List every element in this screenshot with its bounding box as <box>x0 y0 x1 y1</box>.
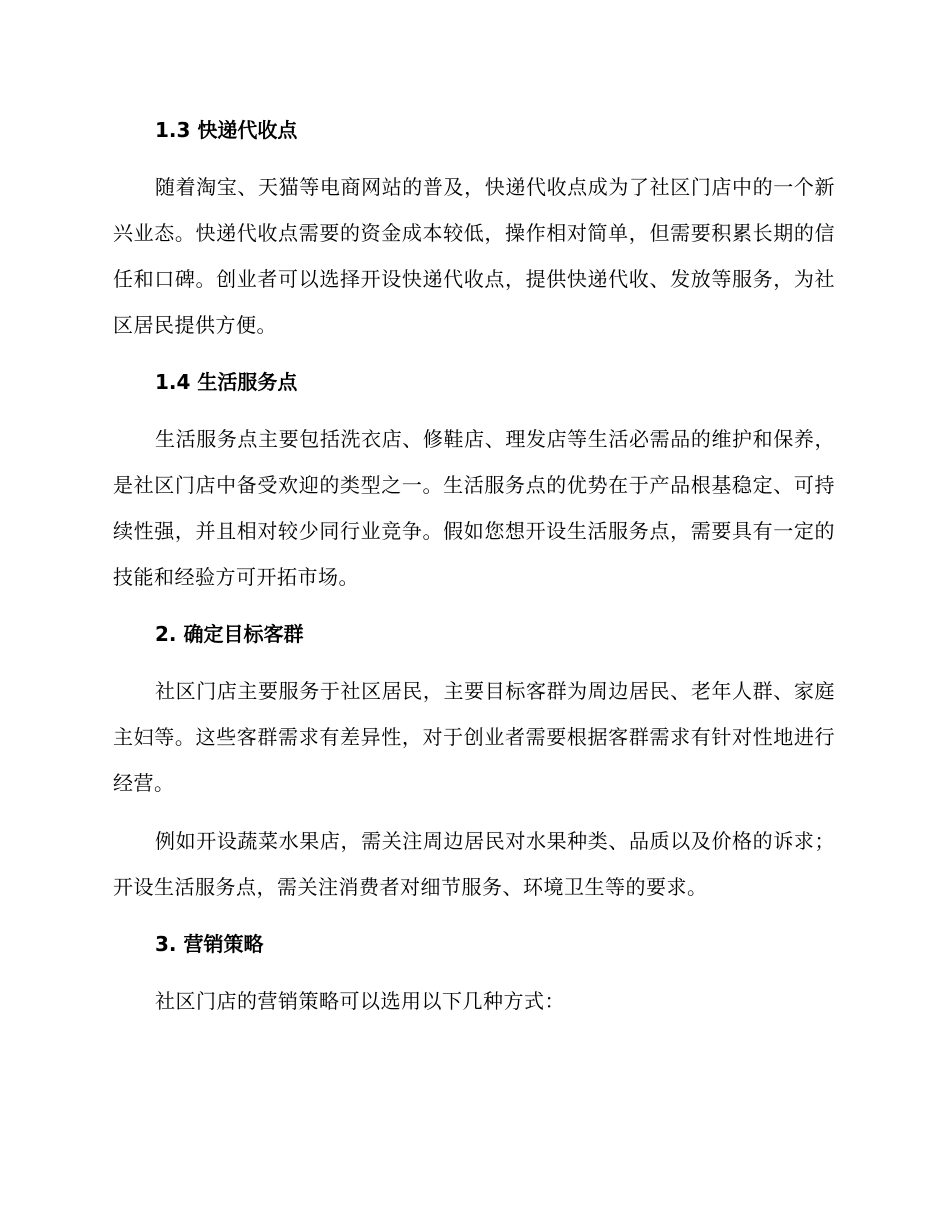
section-heading-target-customers: 2. 确定目标客群 <box>155 622 304 646</box>
paragraph-marketing: 社区门店的营销策略可以选用以下几种方式： <box>155 989 565 1013</box>
paragraph-target-example: 例如开设蔬菜水果店，需关注周边居民对水果种类、品质以及价格的诉求；开设生活服务点，需关注消费者对细节服务、环境卫生等的要求。 <box>113 829 835 899</box>
paragraph-express-pickup: 随着淘宝、天猫等电商网站的普及，快递代收点成为了社区门店中的一个新兴业态。快递代收点需要的资金成本较低，操作相对简单，但需要积累长期的信任和口碑。创业者可以选择开设快递代收点，提供快递代收、发放等服务，为社区居民提供方便。 <box>113 175 835 337</box>
paragraph-life-service: 生活服务点主要包括洗衣店、修鞋店、理发店等生活必需品的维护和保养，是社区门店中备受欢迎的类型之一。生活服务点的优势在于产品根基稳定、可持续性强，并且相对较少同行业竞争。假如您想开设生活服务点，需要具有一定的技能和经验方可开拓市场。 <box>113 427 835 589</box>
section-heading-life-service: 1.4 生活服务点 <box>155 370 298 394</box>
section-heading-marketing: 3. 营销策略 <box>155 932 264 956</box>
paragraph-target-customers: 社区门店主要服务于社区居民，主要目标客群为周边居民、老年人群、家庭主妇等。这些客群需求有差异性，对于创业者需要根据客群需求有针对性地进行经营。 <box>113 679 835 795</box>
section-heading-express-pickup: 1.3 快递代收点 <box>155 118 298 142</box>
document-body <box>113 108 835 1036</box>
